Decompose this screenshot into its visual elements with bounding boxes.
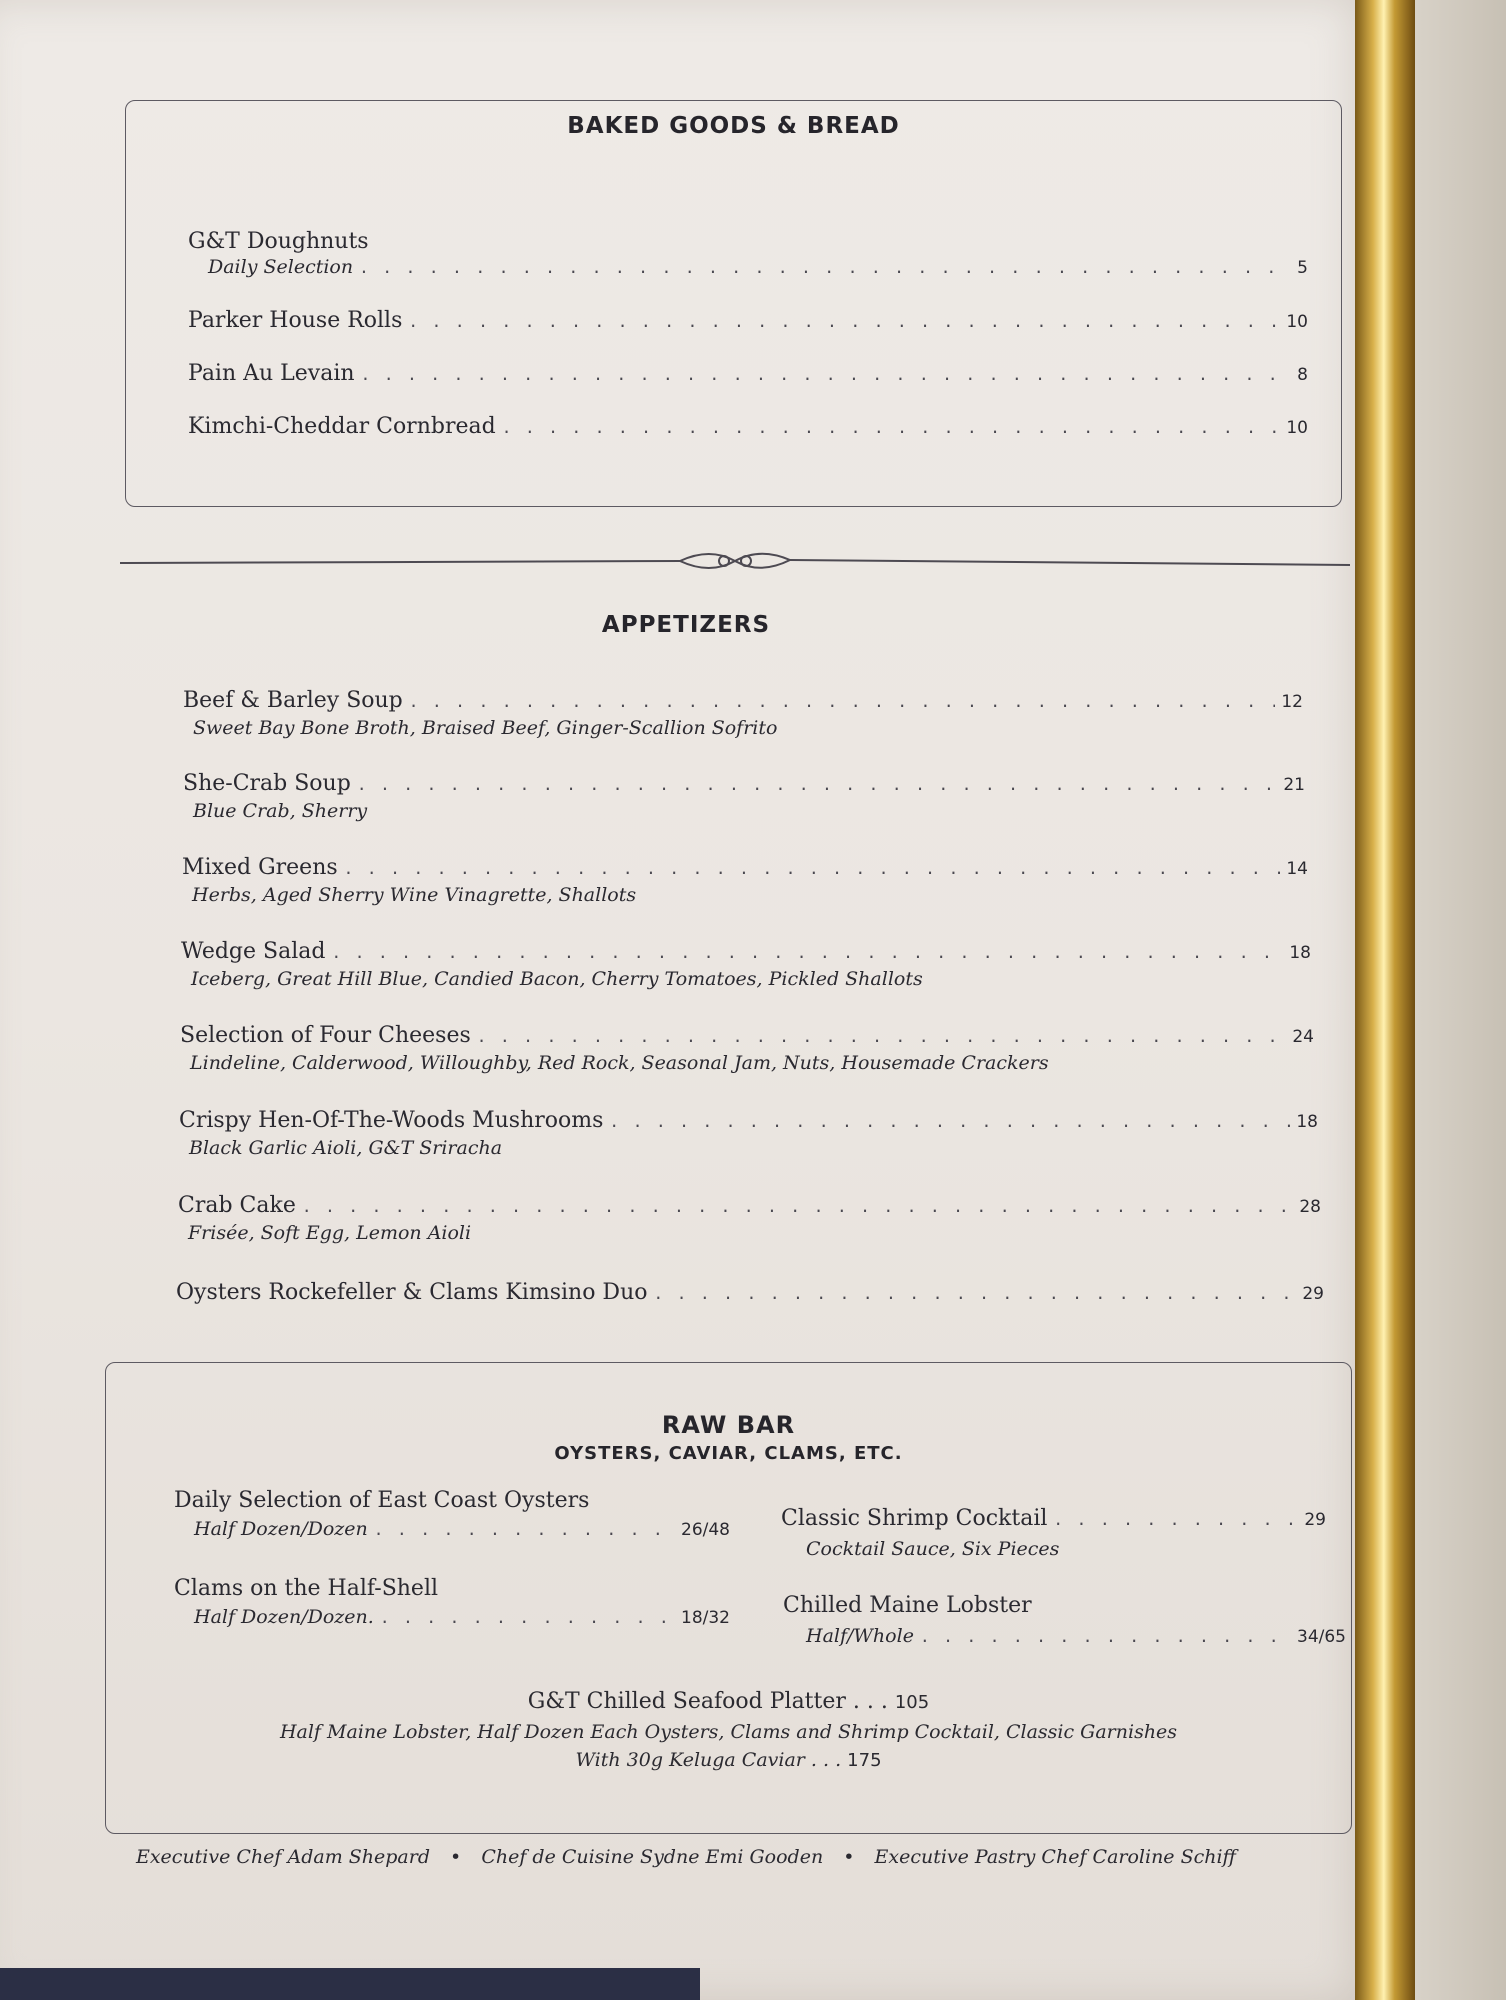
item-price: 12 [1281, 692, 1303, 712]
raw-bar-subtitle: OYSTERS, CAVIAR, CLAMS, ETC. [554, 1443, 903, 1464]
item-price: 18 [1289, 943, 1311, 963]
item-description: Sweet Bay Bone Broth, Braised Beef, Ginger-Scallion Sofrito [193, 717, 778, 739]
item-price: 18 [1296, 1112, 1318, 1132]
item-name: Pain Au Levain [188, 361, 355, 386]
executive-chef: Executive Chef Adam Shepard [135, 1846, 430, 1868]
item-description: Cocktail Sauce, Six Pieces [806, 1538, 1060, 1560]
item-description: Iceberg, Great Hill Blue, Candied Bacon, Cherry Tomatoes, Pickled Shallots [191, 968, 923, 990]
platter-description: Half Maine Lobster, Half Dozen Each Oysters, Clams and Shrimp Cocktail, Classic Garnishes [279, 1721, 1178, 1743]
item-description: Herbs, Aged Sherry Wine Vinagrette, Shallots [192, 884, 637, 906]
leader-dots [361, 365, 1292, 384]
separator: • [450, 1846, 462, 1868]
pastry-chef: Executive Pastry Chef Caroline Schiff [874, 1846, 1237, 1868]
leader-dots [408, 312, 1280, 331]
leader-dots [654, 1284, 1297, 1303]
item-name: Chilled Maine Lobster [783, 1593, 1032, 1618]
leader-dots [357, 775, 1278, 794]
item-name: Parker House Rolls [188, 308, 403, 333]
menu-cover-edge [1415, 0, 1506, 2000]
leader-dots [331, 943, 1283, 962]
platter-name: G&T Chilled Seafood Platter . . . [527, 1689, 888, 1714]
leader-dots [359, 258, 1291, 277]
leader-dots [477, 1027, 1287, 1046]
chef-de-cuisine: Chef de Cuisine Sydne Emi Gooden [481, 1846, 824, 1868]
platter-line [106, 1689, 1351, 1714]
platter-price: 105 [894, 1692, 930, 1713]
item-name: Mixed Greens [182, 855, 338, 880]
menu-item [182, 855, 1308, 880]
item-price: 21 [1283, 775, 1305, 795]
menu-item [183, 771, 1305, 796]
item-name: Clams on the Half-Shell [174, 1576, 439, 1601]
item-price: 29 [1304, 1510, 1326, 1530]
menu-item [181, 939, 1311, 964]
item-name: She-Crab Soup [183, 771, 351, 796]
item-price: 5 [1297, 258, 1308, 278]
caviar-price: 175 [847, 1750, 882, 1771]
menu-item [179, 1108, 1318, 1133]
item-description: Half Dozen/Dozen [194, 1518, 368, 1540]
ornamental-divider [120, 543, 1350, 583]
item-name: Wedge Salad [181, 939, 326, 964]
menu-item [188, 414, 1308, 439]
item-name: Daily Selection of East Coast Oysters [174, 1488, 590, 1513]
chef-credits [0, 1846, 1372, 1868]
menu-item [188, 308, 1308, 333]
menu-item-line [194, 1518, 730, 1540]
menu-item [188, 361, 1308, 386]
menu-item-line [208, 256, 1308, 278]
item-price: 24 [1292, 1027, 1314, 1047]
item-name: Beef & Barley Soup [183, 688, 403, 713]
raw-bar-frame [105, 1362, 1352, 1834]
leader-dots [609, 1112, 1290, 1131]
item-name: Crispy Hen-Of-The-Woods Mushrooms [179, 1108, 604, 1133]
appetizers-heading: APPETIZERS [601, 612, 771, 638]
leader-dots [374, 1520, 675, 1539]
menu-item-line [194, 1606, 730, 1628]
item-price: 26/48 [681, 1520, 730, 1540]
item-name: Oysters Rockefeller & Clams Kimsino Duo [176, 1280, 648, 1305]
menu-item [188, 229, 1308, 254]
item-price: 10 [1286, 418, 1308, 438]
menu-item [180, 1023, 1314, 1048]
gold-binding [1355, 0, 1415, 2000]
menu-item [781, 1506, 1326, 1531]
item-price: 8 [1297, 365, 1308, 385]
item-description: Half Dozen/Dozen. [194, 1606, 374, 1628]
leader-dots [502, 418, 1281, 437]
menu-item [174, 1576, 438, 1601]
item-description: Blue Crab, Sherry [193, 800, 368, 822]
menu-item [176, 1280, 1324, 1305]
item-description: Black Garlic Aioli, G&T Sriracha [189, 1137, 503, 1159]
item-name: Classic Shrimp Cocktail [781, 1506, 1048, 1531]
item-price: 28 [1299, 1197, 1321, 1217]
item-name: Crab Cake [178, 1193, 296, 1218]
item-price: 14 [1286, 859, 1308, 879]
item-description: Daily Selection [208, 256, 354, 278]
leader-dots [302, 1197, 1294, 1216]
item-price: 29 [1302, 1284, 1324, 1304]
leader-dots [1053, 1510, 1298, 1529]
menu-item [183, 688, 1303, 713]
table-edge [0, 1968, 700, 2000]
item-description: Lindeline, Calderwood, Willoughby, Red Rock, Seasonal Jam, Nuts, Housemade Crackers [190, 1052, 1049, 1074]
item-name: Selection of Four Cheeses [180, 1023, 471, 1048]
item-price: 10 [1286, 312, 1308, 332]
leader-dots [920, 1627, 1291, 1646]
item-price: 34/65 [1297, 1627, 1346, 1647]
menu-item [783, 1593, 1032, 1618]
item-name: G&T Doughnuts [188, 229, 369, 254]
caviar-line [106, 1749, 1351, 1771]
baked-goods-heading: BAKED GOODS & BREAD [567, 113, 900, 139]
caviar-text: With 30g Keluga Caviar . . . [575, 1749, 842, 1771]
item-description: Frisée, Soft Egg, Lemon Aioli [188, 1222, 472, 1244]
leader-dots [409, 692, 1276, 711]
leader-dots [344, 859, 1281, 878]
item-name: Kimchi-Cheddar Cornbread [188, 414, 496, 439]
menu-item [174, 1488, 589, 1513]
raw-bar-heading: RAW BAR [661, 1411, 796, 1439]
separator: • [843, 1846, 855, 1868]
menu-item [178, 1193, 1321, 1218]
baked-goods-frame [125, 100, 1342, 507]
item-description: Half/Whole [806, 1625, 914, 1647]
leader-dots [380, 1608, 675, 1627]
menu-item-line [806, 1625, 1346, 1647]
item-price: 18/32 [681, 1608, 730, 1628]
